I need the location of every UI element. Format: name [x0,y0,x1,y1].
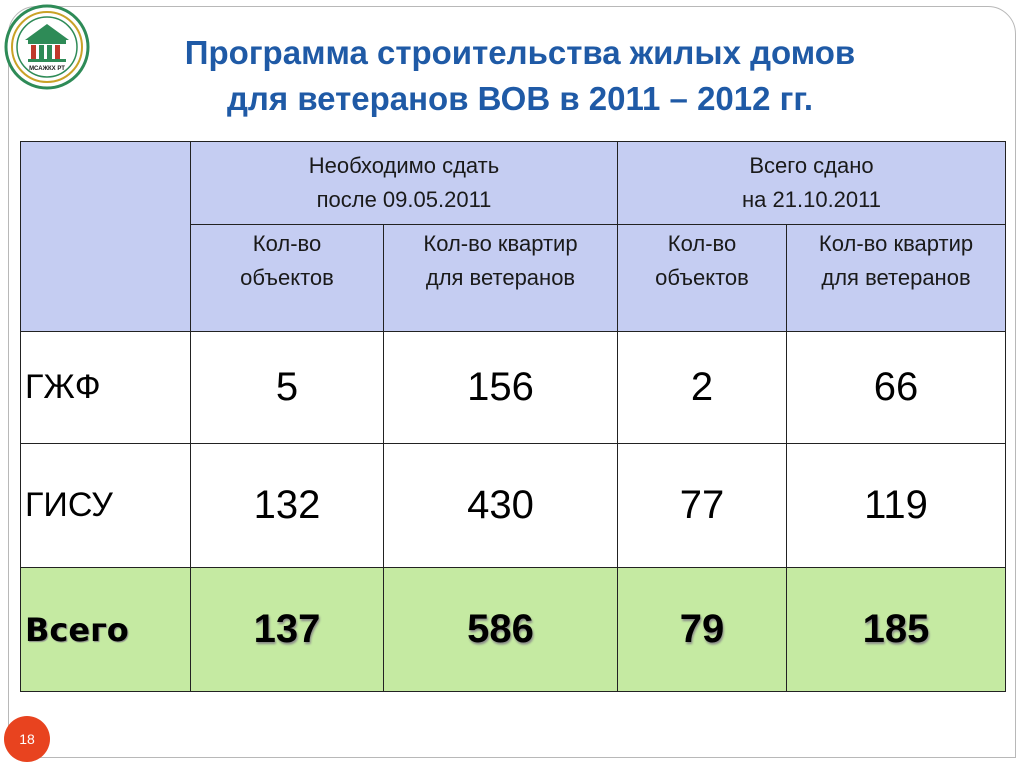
subheader-apartments: Кол-во квартир для ветеранов [787,225,1006,332]
logo-text: МСАЖКХ РТ [29,66,65,72]
row-label: ГЖФ [21,332,191,444]
total-cell: 79 [618,568,787,692]
title-line-2: для ветеранов ВОВ в 2011 – 2012 гг. [226,80,814,117]
total-cell: 185 [787,568,1006,692]
table-cell: 430 [384,444,618,568]
row-label: ГИСУ [21,444,191,568]
table-cell: 2 [618,332,787,444]
corner-header-cell [21,142,191,332]
table-row [21,332,1006,444]
total-cell: 137 [191,568,384,692]
table-cell: 119 [787,444,1006,568]
total-cell: 586 [384,568,618,692]
group-header-delivered: Всего сдано на 21.10.2011 [618,142,1006,225]
table-cell: 77 [618,444,787,568]
ministry-emblem-icon [2,4,92,90]
title-line-1: Программа строительства жилых домов [184,34,856,71]
table-cell: 66 [787,332,1006,444]
table-cell: 156 [384,332,618,444]
subheader-objects: Кол-во объектов [191,225,384,332]
table-cell: 132 [191,444,384,568]
total-row [21,568,1006,692]
subheader-apartments: Кол-во квартир для ветеранов [384,225,618,332]
veterans-housing-table [20,141,1006,692]
page-title [100,30,940,122]
table-cell: 5 [191,332,384,444]
group-header-required: Необходимо сдать после 09.05.2011 [191,142,618,225]
subheader-objects: Кол-во объектов [618,225,787,332]
total-label: Всего [21,568,191,692]
page-number-badge: 18 [4,716,50,762]
table-row [21,444,1006,568]
